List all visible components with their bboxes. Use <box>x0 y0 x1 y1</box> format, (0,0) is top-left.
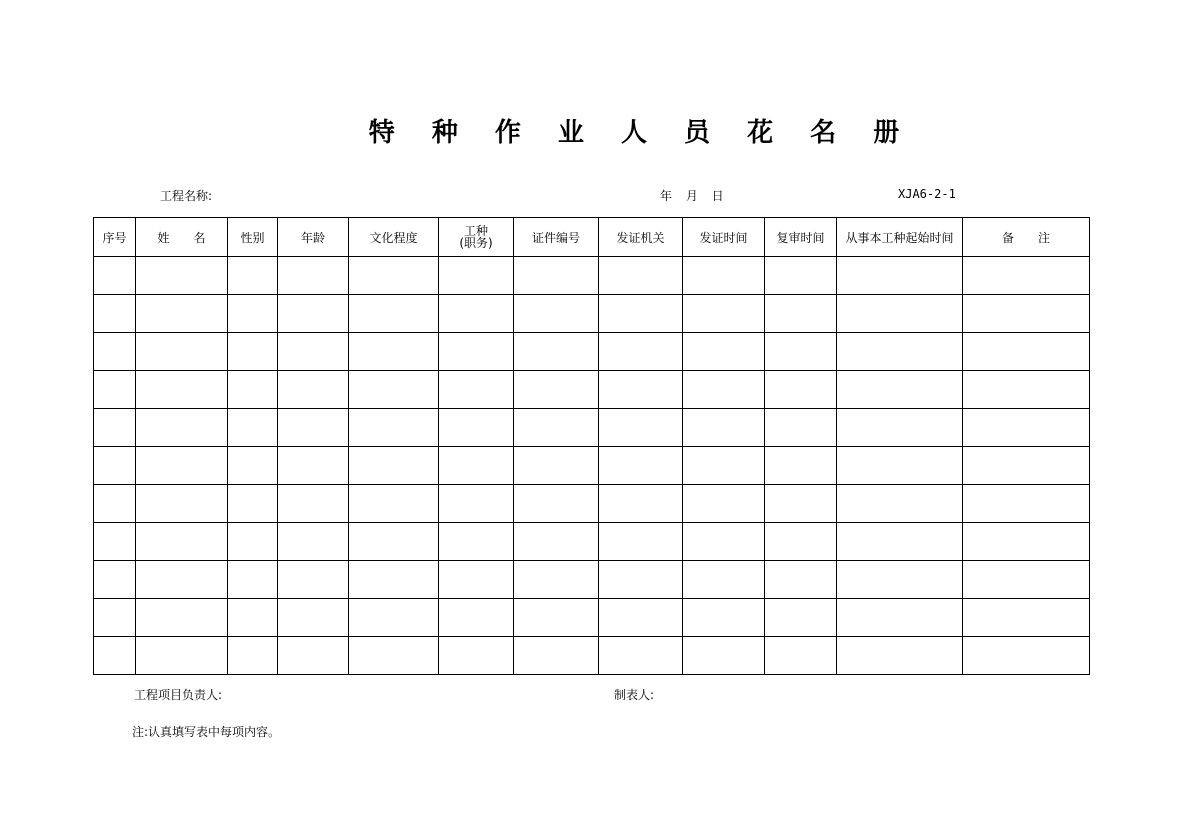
header-issuing-authority: 发证机关 <box>599 218 683 257</box>
table-row <box>94 523 1090 561</box>
table-cell[interactable] <box>514 599 599 637</box>
table-cell[interactable] <box>439 333 514 371</box>
table-cell[interactable] <box>963 295 1090 333</box>
table-cell[interactable] <box>439 447 514 485</box>
header-name: 姓 名 <box>136 218 228 257</box>
table-cell[interactable] <box>837 371 963 409</box>
table-cell[interactable] <box>837 523 963 561</box>
table-cell[interactable] <box>599 257 683 295</box>
table-cell[interactable] <box>963 637 1090 675</box>
table-cell[interactable] <box>94 447 136 485</box>
table-cell[interactable] <box>439 371 514 409</box>
header-age: 年龄 <box>278 218 349 257</box>
table-row <box>94 295 1090 333</box>
table-cell[interactable] <box>94 599 136 637</box>
table-cell[interactable] <box>963 523 1090 561</box>
table-cell[interactable] <box>765 561 837 599</box>
table-cell[interactable] <box>94 637 136 675</box>
table-cell[interactable] <box>228 599 278 637</box>
table-row <box>94 447 1090 485</box>
table-cell[interactable] <box>439 637 514 675</box>
table-cell[interactable] <box>439 485 514 523</box>
table-cell[interactable] <box>136 257 228 295</box>
table-cell[interactable] <box>683 371 765 409</box>
table-cell[interactable] <box>963 599 1090 637</box>
header-job-type <box>439 218 514 257</box>
table-cell[interactable] <box>837 637 963 675</box>
table-cell[interactable] <box>514 485 599 523</box>
header-start-date: 从事本工种起始时间 <box>837 218 963 257</box>
table-cell[interactable] <box>349 371 439 409</box>
table-cell[interactable] <box>136 599 228 637</box>
table-cell[interactable] <box>439 523 514 561</box>
table-cell[interactable] <box>278 409 349 447</box>
table-cell[interactable] <box>349 409 439 447</box>
header-review-date: 复审时间 <box>765 218 837 257</box>
table-cell[interactable] <box>683 637 765 675</box>
table-cell[interactable] <box>94 523 136 561</box>
table-cell[interactable] <box>514 637 599 675</box>
table-row <box>94 485 1090 523</box>
table-cell[interactable] <box>228 485 278 523</box>
header-certificate-number: 证件编号 <box>514 218 599 257</box>
table-cell[interactable] <box>765 485 837 523</box>
table-body <box>94 257 1090 675</box>
table-cell[interactable] <box>599 333 683 371</box>
table-cell[interactable] <box>228 295 278 333</box>
table-cell[interactable] <box>514 333 599 371</box>
table-cell[interactable] <box>94 295 136 333</box>
table-cell[interactable] <box>599 409 683 447</box>
table-cell[interactable] <box>349 523 439 561</box>
table-row <box>94 561 1090 599</box>
table-cell[interactable] <box>94 333 136 371</box>
table-cell[interactable] <box>765 371 837 409</box>
table-cell[interactable] <box>599 447 683 485</box>
table-cell[interactable] <box>349 561 439 599</box>
table-cell[interactable] <box>963 485 1090 523</box>
table-cell[interactable] <box>837 485 963 523</box>
table-cell[interactable] <box>683 409 765 447</box>
table-cell[interactable] <box>228 561 278 599</box>
header-gender: 性别 <box>228 218 278 257</box>
table-cell[interactable] <box>278 257 349 295</box>
table-cell[interactable] <box>963 409 1090 447</box>
table-cell[interactable] <box>765 333 837 371</box>
table-cell[interactable] <box>683 599 765 637</box>
header-remarks: 备 注 <box>963 218 1090 257</box>
table-row <box>94 409 1090 447</box>
header-job-type-line2: (职务) <box>459 236 493 250</box>
table-cell[interactable] <box>963 257 1090 295</box>
table-cell[interactable] <box>349 599 439 637</box>
project-name-label: 工程名称: <box>160 189 213 203</box>
project-leader-label: 工程项目负责人: <box>134 688 223 702</box>
table-cell[interactable] <box>765 257 837 295</box>
table-cell[interactable] <box>765 409 837 447</box>
table-row <box>94 637 1090 675</box>
table-cell[interactable] <box>228 523 278 561</box>
table-cell[interactable] <box>683 485 765 523</box>
table-cell[interactable] <box>278 523 349 561</box>
table-cell[interactable] <box>765 637 837 675</box>
table-cell[interactable] <box>136 409 228 447</box>
table-cell[interactable] <box>683 333 765 371</box>
table-cell[interactable] <box>136 447 228 485</box>
table-cell[interactable] <box>514 371 599 409</box>
table-cell[interactable] <box>837 257 963 295</box>
table-cell[interactable] <box>439 295 514 333</box>
header-serial-number: 序号 <box>94 218 136 257</box>
table-cell[interactable] <box>683 523 765 561</box>
table-cell[interactable] <box>837 409 963 447</box>
table-cell[interactable] <box>349 447 439 485</box>
table-row <box>94 333 1090 371</box>
table-cell[interactable] <box>228 447 278 485</box>
table-cell[interactable] <box>765 295 837 333</box>
table-cell[interactable] <box>349 257 439 295</box>
table-cell[interactable] <box>514 447 599 485</box>
table-cell[interactable] <box>278 295 349 333</box>
personnel-roster-table <box>93 217 1090 675</box>
table-cell[interactable] <box>439 257 514 295</box>
header-education: 文化程度 <box>349 218 439 257</box>
table-cell[interactable] <box>837 295 963 333</box>
table-cell[interactable] <box>228 257 278 295</box>
table-cell[interactable] <box>963 333 1090 371</box>
table-cell[interactable] <box>683 447 765 485</box>
table-cell[interactable] <box>514 257 599 295</box>
table-cell[interactable] <box>94 561 136 599</box>
table-cell[interactable] <box>683 257 765 295</box>
table-cell[interactable] <box>599 295 683 333</box>
table-cell[interactable] <box>278 599 349 637</box>
table-cell[interactable] <box>94 257 136 295</box>
table-cell[interactable] <box>278 637 349 675</box>
table-cell[interactable] <box>765 599 837 637</box>
table-row <box>94 599 1090 637</box>
table-cell[interactable] <box>136 295 228 333</box>
table-cell[interactable] <box>278 485 349 523</box>
table-cell[interactable] <box>94 371 136 409</box>
table-cell[interactable] <box>136 371 228 409</box>
table-cell[interactable] <box>837 333 963 371</box>
table-row <box>94 257 1090 295</box>
page-title: 特 种 作 业 人 员 花 名 册 <box>368 118 914 148</box>
preparer-label: 制表人: <box>614 688 655 702</box>
table-cell[interactable] <box>136 333 228 371</box>
table-header-row <box>94 218 1090 257</box>
table-cell[interactable] <box>136 485 228 523</box>
table-cell[interactable] <box>439 409 514 447</box>
table-cell[interactable] <box>683 295 765 333</box>
header-job-type-line1: 工种 <box>463 224 488 238</box>
table-cell[interactable] <box>837 561 963 599</box>
table-cell[interactable] <box>228 637 278 675</box>
table-row <box>94 371 1090 409</box>
table-cell[interactable] <box>599 637 683 675</box>
table-cell[interactable] <box>136 637 228 675</box>
table-cell[interactable] <box>514 523 599 561</box>
date-label: 年 月 日 <box>660 189 724 203</box>
table-cell[interactable] <box>349 295 439 333</box>
table-cell[interactable] <box>278 333 349 371</box>
table-cell[interactable] <box>963 447 1090 485</box>
table-cell[interactable] <box>599 371 683 409</box>
table-cell[interactable] <box>228 371 278 409</box>
header-issue-date: 发证时间 <box>683 218 765 257</box>
table-cell[interactable] <box>278 447 349 485</box>
table-cell[interactable] <box>837 599 963 637</box>
table-cell[interactable] <box>963 561 1090 599</box>
table-cell[interactable] <box>683 561 765 599</box>
table-cell[interactable] <box>514 409 599 447</box>
table-cell[interactable] <box>514 295 599 333</box>
table-cell[interactable] <box>94 485 136 523</box>
table-cell[interactable] <box>94 409 136 447</box>
table-cell[interactable] <box>136 561 228 599</box>
table-cell[interactable] <box>349 637 439 675</box>
table-cell[interactable] <box>278 371 349 409</box>
table-cell[interactable] <box>278 561 349 599</box>
table-cell[interactable] <box>514 561 599 599</box>
table-cell[interactable] <box>765 447 837 485</box>
form-code: XJA6-2-1 <box>898 187 956 201</box>
table-cell[interactable] <box>228 409 278 447</box>
table-cell[interactable] <box>349 333 439 371</box>
table-cell[interactable] <box>439 599 514 637</box>
table-cell[interactable] <box>136 523 228 561</box>
table-cell[interactable] <box>599 523 683 561</box>
table-cell[interactable] <box>599 599 683 637</box>
footnote: 注:认真填写表中每项内容。 <box>132 725 281 739</box>
table-cell[interactable] <box>439 561 514 599</box>
table-cell[interactable] <box>599 561 683 599</box>
table-cell[interactable] <box>765 523 837 561</box>
table-cell[interactable] <box>837 447 963 485</box>
table-cell[interactable] <box>599 485 683 523</box>
table-cell[interactable] <box>228 333 278 371</box>
table-cell[interactable] <box>963 371 1090 409</box>
table-cell[interactable] <box>349 485 439 523</box>
